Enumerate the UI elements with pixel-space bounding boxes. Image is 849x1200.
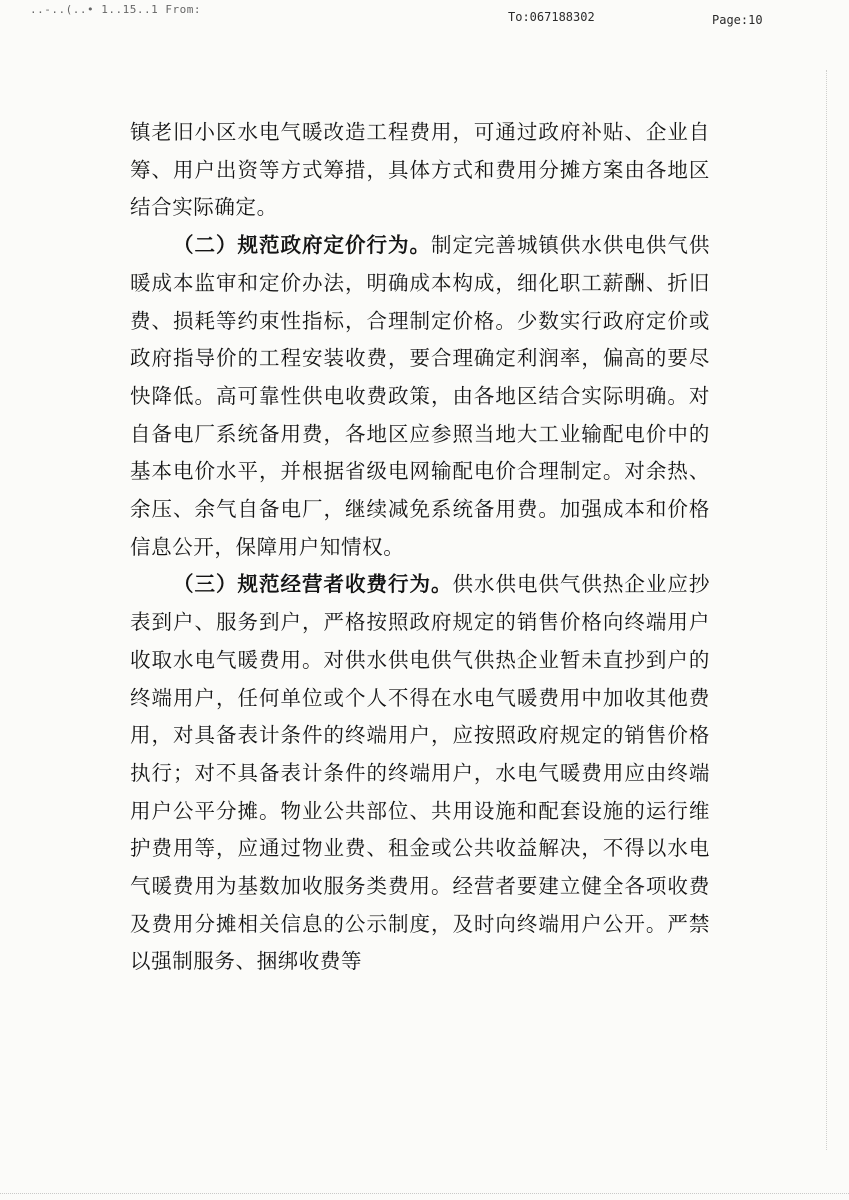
fax-header-left: ..-..(..• 1..15..1 From:	[30, 3, 201, 16]
fax-header	[0, 0, 849, 30]
scan-bottom-edge	[0, 1192, 849, 1194]
paragraph-text: 镇老旧小区水电气暖改造工程费用，可通过政府补贴、企业自筹、用户出资等方式筹措，具体方式和费用分摊方案由各地区结合实际确定。	[130, 120, 710, 220]
document-body	[130, 114, 710, 981]
paragraph-continuation	[130, 114, 710, 227]
scan-edge-dots	[824, 70, 827, 1150]
fax-recipient: To:067188302	[508, 10, 595, 24]
paragraph-government-pricing	[130, 227, 710, 566]
fax-page-number: Page:10	[712, 13, 763, 27]
paragraph-text: 制定完善城镇供水供电供气供暖成本监审和定价办法，明确成本构成，细化职工薪酬、折旧费、损耗等约束性指标，合理制定价格。少数实行政府定价或政府指导价的工程安装收费，要合理确定利润率，偏高的要尽快降低。高可靠性供电收费政策，由各地区结合实际明确。对自备电厂系统备用费，各地区应参照当地大工业输配电价中的基本电价水平，并根据省级电网输配电价合理制定。对余热、余压、余气自备电厂，继续减免系统备用费。加强成本和价格信息公开，保障用户知情权。	[130, 233, 710, 559]
paragraph-operator-charges	[130, 566, 710, 981]
paragraph-text: 供水供电供气供热企业应抄表到户、服务到户，严格按照政府规定的销售价格向终端用户收取水电气暖费用。对供水供电供气供热企业暂未直抄到户的终端用户，任何单位或个人不得在水电气暖费用中加收其他费用，对具备表计条件的终端用户，应按照政府规定的销售价格执行；对不具备表计条件的终端用户，水电气暖费用应由终端用户公平分摊。物业公共部位、共用设施和配套设施的运行维护费用等，应通过物业费、租金或公共收益解决，不得以水电气暖费用为基数加收服务类费用。经营者要建立健全各项收费及费用分摊相关信息的公示制度，及时向终端用户公开。严禁以强制服务、捆绑收费等	[130, 572, 710, 974]
section-heading: （三）规范经营者收费行为。	[173, 572, 453, 597]
section-heading: （二）规范政府定价行为。	[173, 233, 431, 258]
